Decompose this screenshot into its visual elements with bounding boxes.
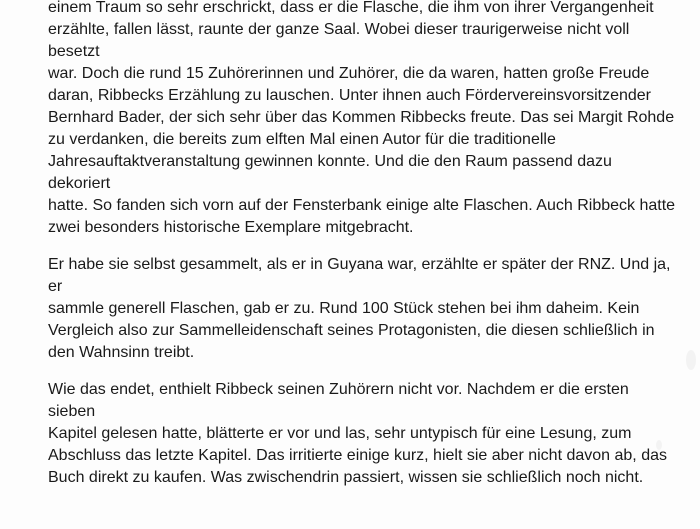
paragraph-3: Wie das endet, enthielt Ribbeck seinen Zuhörern nicht vor. Nachdem er die ersten sieben Kapitel gelesen hatte, blätterte er vor und las, sehr untypisch für eine Lesung, zum Abschluss das letzte Kapitel. Das irritierte einige kurz, hielt sie aber nicht davon ab, das Buch direkt zu kaufen. Was zwischendrin passiert, wissen sie schließlich noch nicht. bbox=[48, 381, 667, 486]
paragraph-1: einem Traum so sehr erschrickt, dass er die Flasche, die ihm von ihrer Vergangenheit erzählte, fallen lässt, raunte der ganze Saal. Wobei dieser traurigerweise nicht voll besetzt war. Doch die rund 15 Zuhörerinnen und Zuhörer, die da waren, hatten große Freude daran, Ribbecks Erzählung zu lauschen. Unter ihnen auch Fördervereinsvorsitzender Bernhard Bader, der sich sehr über das Kommen Ribbecks freute. Das sei Margit Rohde zu verdanken, die bereits zum elften Mal einen Autor für die traditionelle Jahresauftaktveranstaltung gewinnen konnte. Und die den Raum passend dazu dekoriert hatte. So fanden sich vorn auf der Fensterbank einige alte Flaschen. Auch Ribbeck hatte zwei besonders historische Exemplare mitgebracht. bbox=[48, 0, 676, 236]
scan-artifact bbox=[686, 350, 696, 370]
paragraph-2: Er habe sie selbst gesammelt, als er in Guyana war, erzählte er später der RNZ. Und ja, er sammle generell Flaschen, gab er zu. Rund 100 Stück stehen bei ihm daheim. Kein Vergleich also zur Sammelleidenschaft seines Protagonisten, die diesen schließlich in den Wahnsinn treibt. bbox=[48, 256, 671, 361]
article-body bbox=[48, 0, 678, 489]
scan-artifact bbox=[656, 440, 662, 450]
